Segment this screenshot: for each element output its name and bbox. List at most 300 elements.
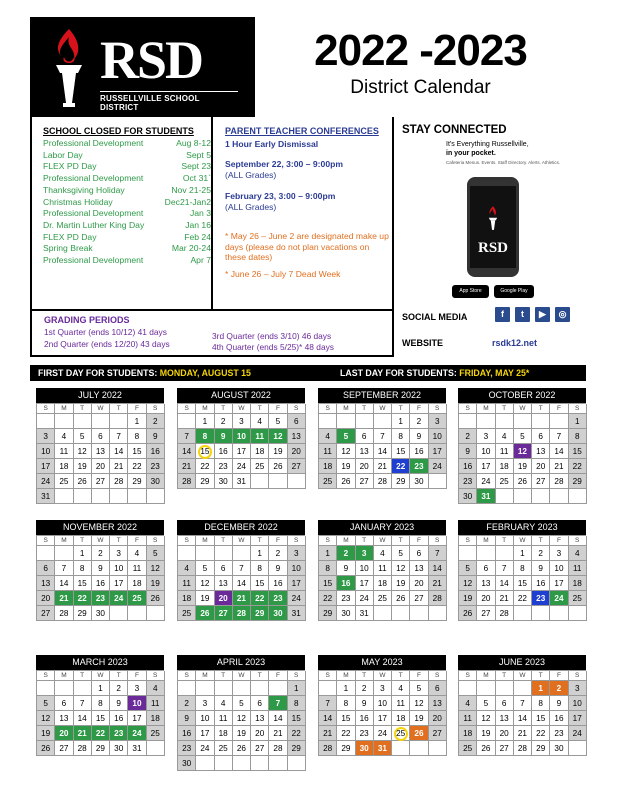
empty-cell bbox=[569, 606, 587, 621]
empty-cell bbox=[550, 414, 568, 429]
day-cell: 11 bbox=[128, 561, 146, 576]
instagram-icon[interactable]: ◎ bbox=[555, 307, 570, 322]
weekday-header: S bbox=[569, 671, 587, 681]
day-cell: 16 bbox=[410, 444, 428, 459]
day-cell: 2 bbox=[110, 681, 128, 696]
weekday-header: T bbox=[110, 536, 128, 546]
day-cell: 25 bbox=[392, 726, 410, 741]
day-cell: 16 bbox=[215, 444, 233, 459]
phone-app-image bbox=[467, 177, 519, 277]
day-cell: 19 bbox=[233, 726, 251, 741]
day-cell: 15 bbox=[196, 444, 214, 459]
day-cell: 13 bbox=[477, 576, 495, 591]
day-cell: 15 bbox=[74, 576, 92, 591]
day-cell: 21 bbox=[550, 459, 568, 474]
day-cell: 23 bbox=[147, 459, 165, 474]
month-title: MARCH 2023 bbox=[36, 655, 164, 670]
day-cell: 19 bbox=[392, 576, 410, 591]
day-cell: 9 bbox=[356, 696, 374, 711]
day-cell: 28 bbox=[319, 741, 337, 756]
website-label: WEBSITE bbox=[402, 338, 444, 348]
app-store-badge[interactable]: App Store bbox=[452, 285, 489, 298]
day-cell: 7 bbox=[429, 546, 447, 561]
day-cell: 10 bbox=[550, 561, 568, 576]
day-cell: 22 bbox=[128, 459, 146, 474]
day-cell: 30 bbox=[215, 474, 233, 489]
closed-item-date: Mar 20-24 bbox=[171, 243, 211, 254]
day-cell: 18 bbox=[55, 459, 73, 474]
day-cell: 18 bbox=[128, 576, 146, 591]
empty-cell bbox=[410, 741, 428, 756]
day-cell: 20 bbox=[532, 459, 550, 474]
day-cell: 5 bbox=[459, 561, 477, 576]
day-cell: 27 bbox=[92, 474, 110, 489]
day-cell: 31 bbox=[477, 489, 495, 504]
day-cell: 19 bbox=[196, 591, 214, 606]
empty-cell bbox=[55, 414, 73, 429]
month-calendar bbox=[36, 520, 164, 621]
weekday-header: T bbox=[74, 671, 92, 681]
weekday-header: W bbox=[92, 404, 110, 414]
empty-cell bbox=[459, 414, 477, 429]
day-cell: 13 bbox=[356, 444, 374, 459]
empty-cell bbox=[196, 681, 214, 696]
day-cell: 20 bbox=[215, 591, 233, 606]
last-day-label: LAST DAY FOR STUDENTS: bbox=[340, 368, 460, 378]
day-cell: 22 bbox=[92, 726, 110, 741]
day-cell: 5 bbox=[410, 681, 428, 696]
day-cell: 12 bbox=[196, 576, 214, 591]
day-cell: 29 bbox=[128, 474, 146, 489]
day-cell: 26 bbox=[410, 726, 428, 741]
day-cell: 25 bbox=[569, 591, 587, 606]
empty-cell bbox=[374, 606, 392, 621]
closed-item bbox=[43, 208, 211, 220]
day-cell: 26 bbox=[37, 741, 55, 756]
day-cell: 27 bbox=[429, 726, 447, 741]
empty-cell bbox=[550, 606, 568, 621]
closed-item bbox=[43, 161, 211, 173]
weekday-header: F bbox=[550, 536, 568, 546]
day-cell: 29 bbox=[337, 741, 355, 756]
closed-item-name: Professional Development bbox=[43, 173, 144, 184]
day-cell: 26 bbox=[477, 741, 495, 756]
day-cell: 14 bbox=[514, 711, 532, 726]
day-cell: 21 bbox=[319, 726, 337, 741]
day-cell: 27 bbox=[288, 459, 306, 474]
closed-item-name: Professional Development bbox=[43, 255, 144, 266]
weekday-header: M bbox=[196, 404, 214, 414]
day-cell: 15 bbox=[514, 576, 532, 591]
day-cell: 2 bbox=[356, 681, 374, 696]
conferences-box bbox=[211, 117, 394, 311]
day-cell: 27 bbox=[37, 606, 55, 621]
day-cell: 21 bbox=[374, 459, 392, 474]
day-cell: 30 bbox=[459, 489, 477, 504]
day-cell: 22 bbox=[514, 591, 532, 606]
weekday-header: S bbox=[319, 671, 337, 681]
day-cell: 16 bbox=[269, 576, 287, 591]
day-cell: 25 bbox=[496, 474, 514, 489]
youtube-icon[interactable]: ▶ bbox=[535, 307, 550, 322]
day-cell: 10 bbox=[374, 696, 392, 711]
school-closed-box bbox=[30, 117, 213, 311]
weekday-header: T bbox=[251, 536, 269, 546]
empty-cell bbox=[532, 489, 550, 504]
day-cell: 9 bbox=[550, 696, 568, 711]
weekday-header: S bbox=[319, 536, 337, 546]
closed-item bbox=[43, 220, 211, 232]
day-cell: 10 bbox=[196, 711, 214, 726]
empty-cell bbox=[319, 414, 337, 429]
day-cell: 4 bbox=[459, 696, 477, 711]
empty-cell bbox=[128, 489, 146, 504]
weekday-header: T bbox=[356, 404, 374, 414]
day-cell: 13 bbox=[410, 561, 428, 576]
weekday-header: M bbox=[477, 671, 495, 681]
day-cell: 5 bbox=[74, 429, 92, 444]
day-cell: 23 bbox=[410, 459, 428, 474]
day-cell: 14 bbox=[110, 444, 128, 459]
day-cell: 26 bbox=[459, 606, 477, 621]
day-cell: 25 bbox=[178, 606, 196, 621]
weekday-header: T bbox=[356, 536, 374, 546]
weekday-header: T bbox=[74, 404, 92, 414]
weekday-header: T bbox=[496, 671, 514, 681]
day-cell: 12 bbox=[410, 696, 428, 711]
day-cell: 30 bbox=[337, 606, 355, 621]
day-cell: 24 bbox=[196, 741, 214, 756]
day-cell: 11 bbox=[496, 444, 514, 459]
day-cell: 2 bbox=[550, 681, 568, 696]
weekday-header: M bbox=[337, 404, 355, 414]
day-cell: 5 bbox=[37, 696, 55, 711]
weekday-header: M bbox=[337, 536, 355, 546]
day-cell: 6 bbox=[410, 546, 428, 561]
month-title: MAY 2023 bbox=[318, 655, 446, 670]
day-cell: 10 bbox=[37, 444, 55, 459]
day-cell: 16 bbox=[532, 576, 550, 591]
day-cell: 15 bbox=[128, 444, 146, 459]
day-cell: 15 bbox=[288, 711, 306, 726]
empty-cell bbox=[410, 606, 428, 621]
month-title: NOVEMBER 2022 bbox=[36, 520, 164, 535]
day-cell: 12 bbox=[233, 711, 251, 726]
weekday-header: T bbox=[496, 404, 514, 414]
empty-cell bbox=[74, 489, 92, 504]
weekday-header: T bbox=[110, 671, 128, 681]
weekday-header: F bbox=[128, 671, 146, 681]
day-cell: 12 bbox=[147, 561, 165, 576]
empty-cell bbox=[496, 546, 514, 561]
day-cell: 25 bbox=[128, 591, 146, 606]
day-cell: 28 bbox=[374, 474, 392, 489]
day-cell: 11 bbox=[459, 711, 477, 726]
weekday-header: T bbox=[496, 536, 514, 546]
closed-item-name: FLEX PD Day bbox=[43, 231, 97, 242]
day-cell: 1 bbox=[319, 546, 337, 561]
day-cell: 26 bbox=[196, 606, 214, 621]
weekday-header: S bbox=[37, 536, 55, 546]
weekday-header: W bbox=[92, 671, 110, 681]
closed-item-date: Nov 21-25 bbox=[171, 184, 211, 195]
day-cell: 28 bbox=[429, 591, 447, 606]
day-cell: 2 bbox=[337, 546, 355, 561]
day-cell: 15 bbox=[337, 711, 355, 726]
day-cell: 11 bbox=[569, 561, 587, 576]
day-cell: 10 bbox=[429, 429, 447, 444]
twitter-icon[interactable]: t bbox=[515, 307, 530, 322]
day-cell: 27 bbox=[496, 741, 514, 756]
day-cell: 18 bbox=[459, 726, 477, 741]
day-cell: 18 bbox=[496, 459, 514, 474]
day-cell: 8 bbox=[128, 429, 146, 444]
day-cell: 28 bbox=[110, 474, 128, 489]
day-cell: 14 bbox=[429, 561, 447, 576]
empty-cell bbox=[569, 741, 587, 756]
day-cell: 23 bbox=[550, 726, 568, 741]
day-cell: 2 bbox=[92, 546, 110, 561]
day-cell: 8 bbox=[288, 696, 306, 711]
day-cell: 27 bbox=[356, 474, 374, 489]
day-cell: 1 bbox=[569, 414, 587, 429]
closed-item-name: Spring Break bbox=[43, 243, 93, 254]
day-cell: 20 bbox=[477, 591, 495, 606]
day-cell: 11 bbox=[392, 696, 410, 711]
weekday-header: T bbox=[215, 536, 233, 546]
day-cell: 9 bbox=[92, 561, 110, 576]
day-cell: 6 bbox=[37, 561, 55, 576]
day-cell: 28 bbox=[514, 741, 532, 756]
day-cell: 30 bbox=[147, 474, 165, 489]
weekday-header: T bbox=[392, 536, 410, 546]
weekday-header: T bbox=[215, 404, 233, 414]
weekday-header: S bbox=[178, 671, 196, 681]
last-day-value: FRIDAY, MAY 25* bbox=[459, 368, 530, 378]
day-cell: 7 bbox=[74, 696, 92, 711]
day-cell: 24 bbox=[288, 591, 306, 606]
empty-cell bbox=[337, 414, 355, 429]
page-subtitle: District Calendar bbox=[350, 77, 491, 98]
day-cell: 20 bbox=[55, 726, 73, 741]
empty-cell bbox=[569, 489, 587, 504]
day-cell: 13 bbox=[215, 576, 233, 591]
empty-cell bbox=[514, 606, 532, 621]
stay-connected-title: STAY CONNECTED bbox=[402, 124, 507, 136]
day-cell: 21 bbox=[514, 726, 532, 741]
day-cell: 13 bbox=[55, 711, 73, 726]
empty-cell bbox=[477, 546, 495, 561]
month-title: FEBRUARY 2023 bbox=[458, 520, 586, 535]
day-cell: 24 bbox=[477, 474, 495, 489]
day-cell: 29 bbox=[251, 606, 269, 621]
day-cell: 10 bbox=[128, 696, 146, 711]
closed-item bbox=[43, 185, 211, 197]
weekday-header: S bbox=[288, 404, 306, 414]
day-cell: 24 bbox=[37, 474, 55, 489]
grading-periods-box bbox=[30, 309, 394, 357]
empty-cell bbox=[55, 681, 73, 696]
conference-grades-2: (ALL Grades) bbox=[225, 202, 277, 212]
day-cell: 12 bbox=[337, 444, 355, 459]
day-cell: 18 bbox=[215, 726, 233, 741]
empty-cell bbox=[147, 489, 165, 504]
school-closed-list bbox=[43, 138, 211, 267]
day-cell: 6 bbox=[356, 429, 374, 444]
closed-item bbox=[43, 232, 211, 244]
day-cell: 17 bbox=[429, 444, 447, 459]
day-cell: 18 bbox=[147, 711, 165, 726]
day-cell: 12 bbox=[37, 711, 55, 726]
day-cell: 21 bbox=[74, 726, 92, 741]
conference-date-2: February 23, 3:00 – 9:00pm bbox=[225, 191, 336, 201]
day-cell: 5 bbox=[392, 546, 410, 561]
month-title: OCTOBER 2022 bbox=[458, 388, 586, 403]
empty-cell bbox=[459, 546, 477, 561]
social-icons bbox=[495, 307, 570, 322]
website-link[interactable]: rsdk12.net bbox=[492, 338, 538, 348]
month-calendar bbox=[36, 655, 164, 756]
closed-item-date: Aug 8-12 bbox=[176, 138, 211, 148]
closed-item-date: Feb 24 bbox=[184, 231, 211, 242]
facebook-icon[interactable]: f bbox=[495, 307, 510, 322]
day-cell: 27 bbox=[215, 606, 233, 621]
day-cell: 15 bbox=[251, 576, 269, 591]
day-cell: 25 bbox=[459, 741, 477, 756]
day-cell: 30 bbox=[178, 756, 196, 771]
day-cell: 16 bbox=[147, 444, 165, 459]
weekday-header: F bbox=[269, 536, 287, 546]
day-cell: 5 bbox=[514, 429, 532, 444]
day-cell: 6 bbox=[496, 696, 514, 711]
day-cell: 2 bbox=[147, 414, 165, 429]
day-cell: 22 bbox=[251, 591, 269, 606]
month-title: JUNE 2023 bbox=[458, 655, 586, 670]
month-calendar bbox=[318, 520, 446, 621]
weekday-header: W bbox=[233, 536, 251, 546]
day-cell: 14 bbox=[374, 444, 392, 459]
day-cell: 26 bbox=[233, 741, 251, 756]
day-cell: 21 bbox=[496, 591, 514, 606]
closed-item-name: Professional Development bbox=[43, 208, 144, 219]
month-title: JULY 2022 bbox=[36, 388, 164, 403]
day-cell: 11 bbox=[215, 711, 233, 726]
early-dismissal: 1 Hour Early Dismissal bbox=[225, 139, 319, 149]
day-cell: 10 bbox=[233, 429, 251, 444]
empty-cell bbox=[514, 414, 532, 429]
closed-item-date: Oct 31` bbox=[182, 173, 211, 184]
day-cell: 21 bbox=[178, 459, 196, 474]
day-cell: 7 bbox=[269, 696, 287, 711]
app-tagline-1: It's Everything Russellville, bbox=[446, 141, 529, 148]
day-cell: 30 bbox=[110, 741, 128, 756]
day-cell: 28 bbox=[550, 474, 568, 489]
google-play-badge[interactable]: Google Play bbox=[494, 285, 534, 298]
phone-logo: RSD bbox=[477, 240, 508, 256]
day-cell: 5 bbox=[233, 696, 251, 711]
day-cell: 14 bbox=[74, 711, 92, 726]
day-cell: 24 bbox=[356, 591, 374, 606]
day-cell: 15 bbox=[319, 576, 337, 591]
closed-item bbox=[43, 173, 211, 185]
day-cell: 29 bbox=[92, 741, 110, 756]
empty-cell bbox=[356, 414, 374, 429]
day-cell: 6 bbox=[92, 429, 110, 444]
weekday-header: W bbox=[514, 671, 532, 681]
day-cell: 8 bbox=[251, 561, 269, 576]
empty-cell bbox=[92, 414, 110, 429]
month-title: JANUARY 2023 bbox=[318, 520, 446, 535]
weekday-header: S bbox=[37, 404, 55, 414]
empty-cell bbox=[92, 489, 110, 504]
first-last-day-bar bbox=[30, 365, 586, 381]
grading-q1: 1st Quarter (ends 10/12) 41 days bbox=[44, 327, 167, 337]
weekday-header: W bbox=[514, 404, 532, 414]
empty-cell bbox=[128, 606, 146, 621]
day-cell: 18 bbox=[251, 444, 269, 459]
empty-cell bbox=[37, 546, 55, 561]
month-calendar bbox=[36, 388, 164, 504]
weekday-header: S bbox=[288, 671, 306, 681]
day-cell: 19 bbox=[477, 726, 495, 741]
day-cell: 7 bbox=[514, 696, 532, 711]
weekday-header: T bbox=[392, 671, 410, 681]
day-cell: 31 bbox=[288, 606, 306, 621]
day-cell: 29 bbox=[74, 606, 92, 621]
empty-cell bbox=[269, 474, 287, 489]
weekday-header: F bbox=[410, 536, 428, 546]
month-title: SEPTEMBER 2022 bbox=[318, 388, 446, 403]
day-cell: 26 bbox=[269, 459, 287, 474]
closed-item bbox=[43, 138, 211, 150]
day-cell: 27 bbox=[251, 741, 269, 756]
day-cell: 25 bbox=[319, 474, 337, 489]
weekday-header: F bbox=[550, 671, 568, 681]
day-cell: 31 bbox=[374, 741, 392, 756]
day-cell: 21 bbox=[269, 726, 287, 741]
day-cell: 18 bbox=[374, 576, 392, 591]
closed-item bbox=[43, 197, 211, 209]
weekday-header: W bbox=[514, 536, 532, 546]
day-cell: 23 bbox=[459, 474, 477, 489]
day-cell: 8 bbox=[569, 429, 587, 444]
day-cell: 2 bbox=[410, 414, 428, 429]
day-cell: 6 bbox=[251, 696, 269, 711]
closed-item-name: Professional Development bbox=[43, 138, 144, 148]
day-cell: 17 bbox=[110, 576, 128, 591]
weekday-header: T bbox=[356, 671, 374, 681]
empty-cell bbox=[269, 681, 287, 696]
day-cell: 9 bbox=[532, 561, 550, 576]
day-cell: 5 bbox=[337, 429, 355, 444]
month-calendar bbox=[458, 388, 586, 504]
empty-cell bbox=[178, 414, 196, 429]
day-cell: 20 bbox=[496, 726, 514, 741]
day-cell: 30 bbox=[356, 741, 374, 756]
day-cell: 8 bbox=[196, 429, 214, 444]
day-cell: 15 bbox=[532, 711, 550, 726]
day-cell: 13 bbox=[496, 711, 514, 726]
day-cell: 13 bbox=[37, 576, 55, 591]
day-cell: 3 bbox=[477, 429, 495, 444]
empty-cell bbox=[496, 414, 514, 429]
day-cell: 19 bbox=[514, 459, 532, 474]
day-cell: 24 bbox=[233, 459, 251, 474]
header-banner bbox=[30, 17, 586, 117]
day-cell: 2 bbox=[269, 546, 287, 561]
empty-cell bbox=[319, 681, 337, 696]
day-cell: 4 bbox=[319, 429, 337, 444]
